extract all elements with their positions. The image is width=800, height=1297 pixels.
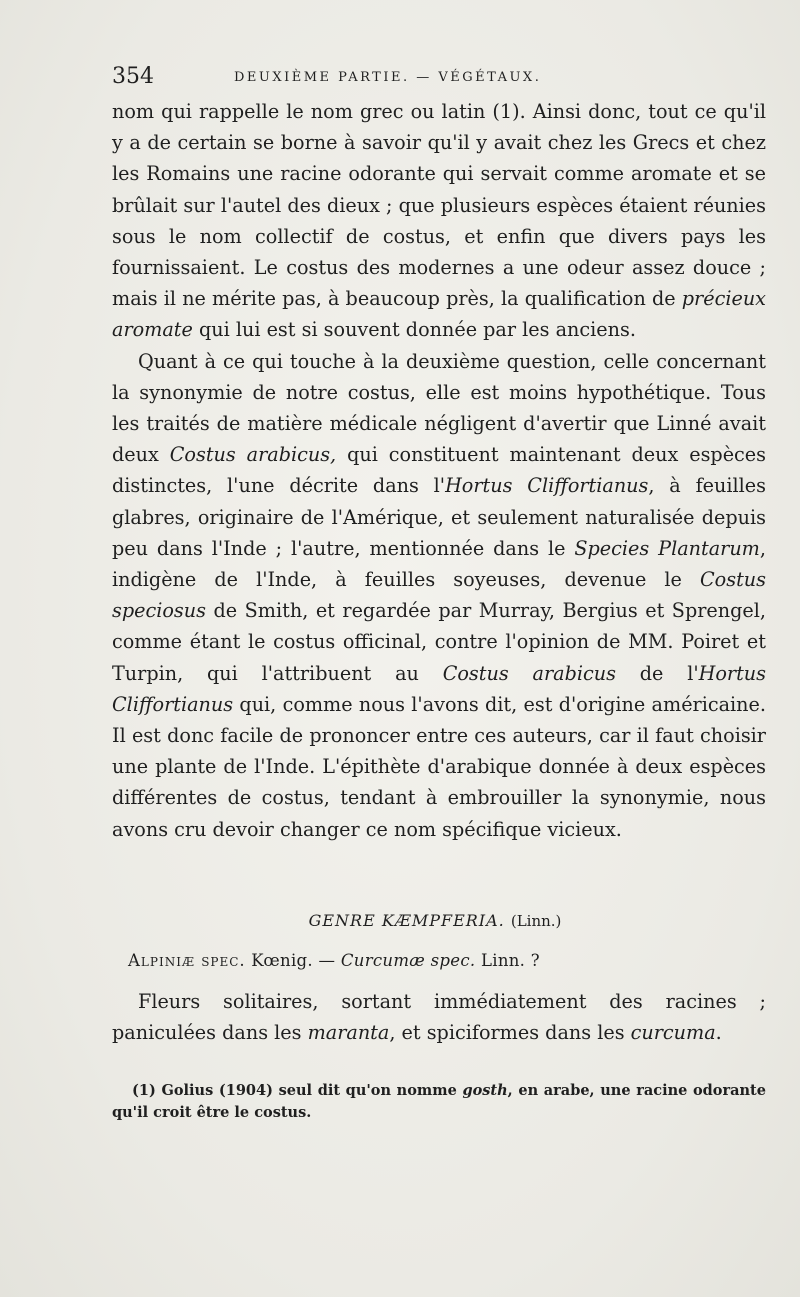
page-header [112,64,762,96]
footnote [112,1080,766,1124]
synonyms-line [128,951,768,970]
genus-name: GENRE KÆMPFERIA. [308,911,505,930]
italic-run: Hortus Cliffortianus [445,474,649,498]
main-text [112,96,766,845]
italic-run: Costus arabicus, [169,443,337,467]
genus-authority: (Linn.) [510,912,562,930]
text-run: de l' [615,661,699,685]
italic-run: Costus speciosus [112,568,766,623]
page-number: 354 [112,64,154,89]
description-paragraph [112,986,766,1048]
italic-run: Costus arabicus [442,661,616,685]
text-run: , en arabe, une racine odorante qu'il croit être le costus. [112,1082,766,1121]
text-run: , indigène de l'Inde, à feuilles soyeuses, devenue le [112,536,766,592]
italic-run: Species Plantarum [574,536,760,560]
text-run: Linn. ? [475,951,540,970]
text-run: , et spiciformes dans les [389,1021,631,1044]
synonym-alpinia: Alpiniæ spec. [128,951,246,970]
text-run: Kœnig. — [245,951,341,970]
text-run: de Smith, et regardée par Murray, Bergius et Sprengel, comme étant le costus officinal, contre l'opinion de MM. Poiret et Turpin, qui l'attribuent au [112,599,766,685]
italic-run: Hortus Cliffortianus [112,661,766,716]
text-run: . [715,1021,722,1044]
italic-run: précieux aromate [112,287,766,342]
text-run: qui, comme nous l'avons dit, est d'origine américaine. Il est donc facile de prononcer entre ces auteurs, car il faut choisir une plante de l'Inde. L'épithète d'arabique donnée à deux espèces différentes de costus, tendant à embrouiller la synonymie, nous avons cru devoir changer ce nom spécifique vicieux. [112,692,766,841]
genus-heading [0,911,800,930]
running-title: DEUXIÈME PARTIE. — VÉGÉTAUX. [234,70,542,85]
italic-run: curcuma [630,1021,716,1044]
genus-description [112,986,766,1048]
text-run: Quant à ce qui touche à la deuxième question, celle concernant la synonymie de notre costus, elle est moins hypothétique. Tous les traités de matière médicale négligent d'avertir que Linné avait deux [112,349,766,467]
paragraph-synonymy [112,346,766,845]
text-run: , à feuilles glabres, originaire de l'Amérique, et seulement naturalisée depuis peu dans l'Inde ; l'autre, mentionnée dans le [112,474,766,560]
text-run: Fleurs solitaires, sortant immédiatement des racines ; paniculées dans les [112,990,766,1044]
paragraph-continuation [112,96,766,346]
text-run: qui constituent maintenant deux espèces distinctes, l'une décrite dans l' [112,443,766,498]
italic-run: maranta [307,1021,390,1044]
text-run: (1) Golius (1904) seul dit qu'on nomme [132,1082,463,1099]
text-run: nom qui rappelle le nom grec ou latin (1). Ainsi donc, tout ce qu'il y a de certain se borne à savoir qu'il y avait chez les Grecs et chez les Romains une racine odorante qui servait comme aromate et se brûlait sur l'autel des dieux ; que plusieurs espèces étaient réunies sous le nom collectif de costus, et enfin que divers pays les fournissaient. Le costus des modernes a une odeur assez douce ; mais il ne mérite pas, à beaucoup près, la qualification de [112,100,766,311]
text-run: qui lui est si souvent donnée par les anciens. [192,318,636,342]
footnote-paragraph [112,1080,766,1124]
italic-run: gosth [462,1082,508,1099]
synonym-curcuma: Curcumæ spec. [340,951,476,970]
